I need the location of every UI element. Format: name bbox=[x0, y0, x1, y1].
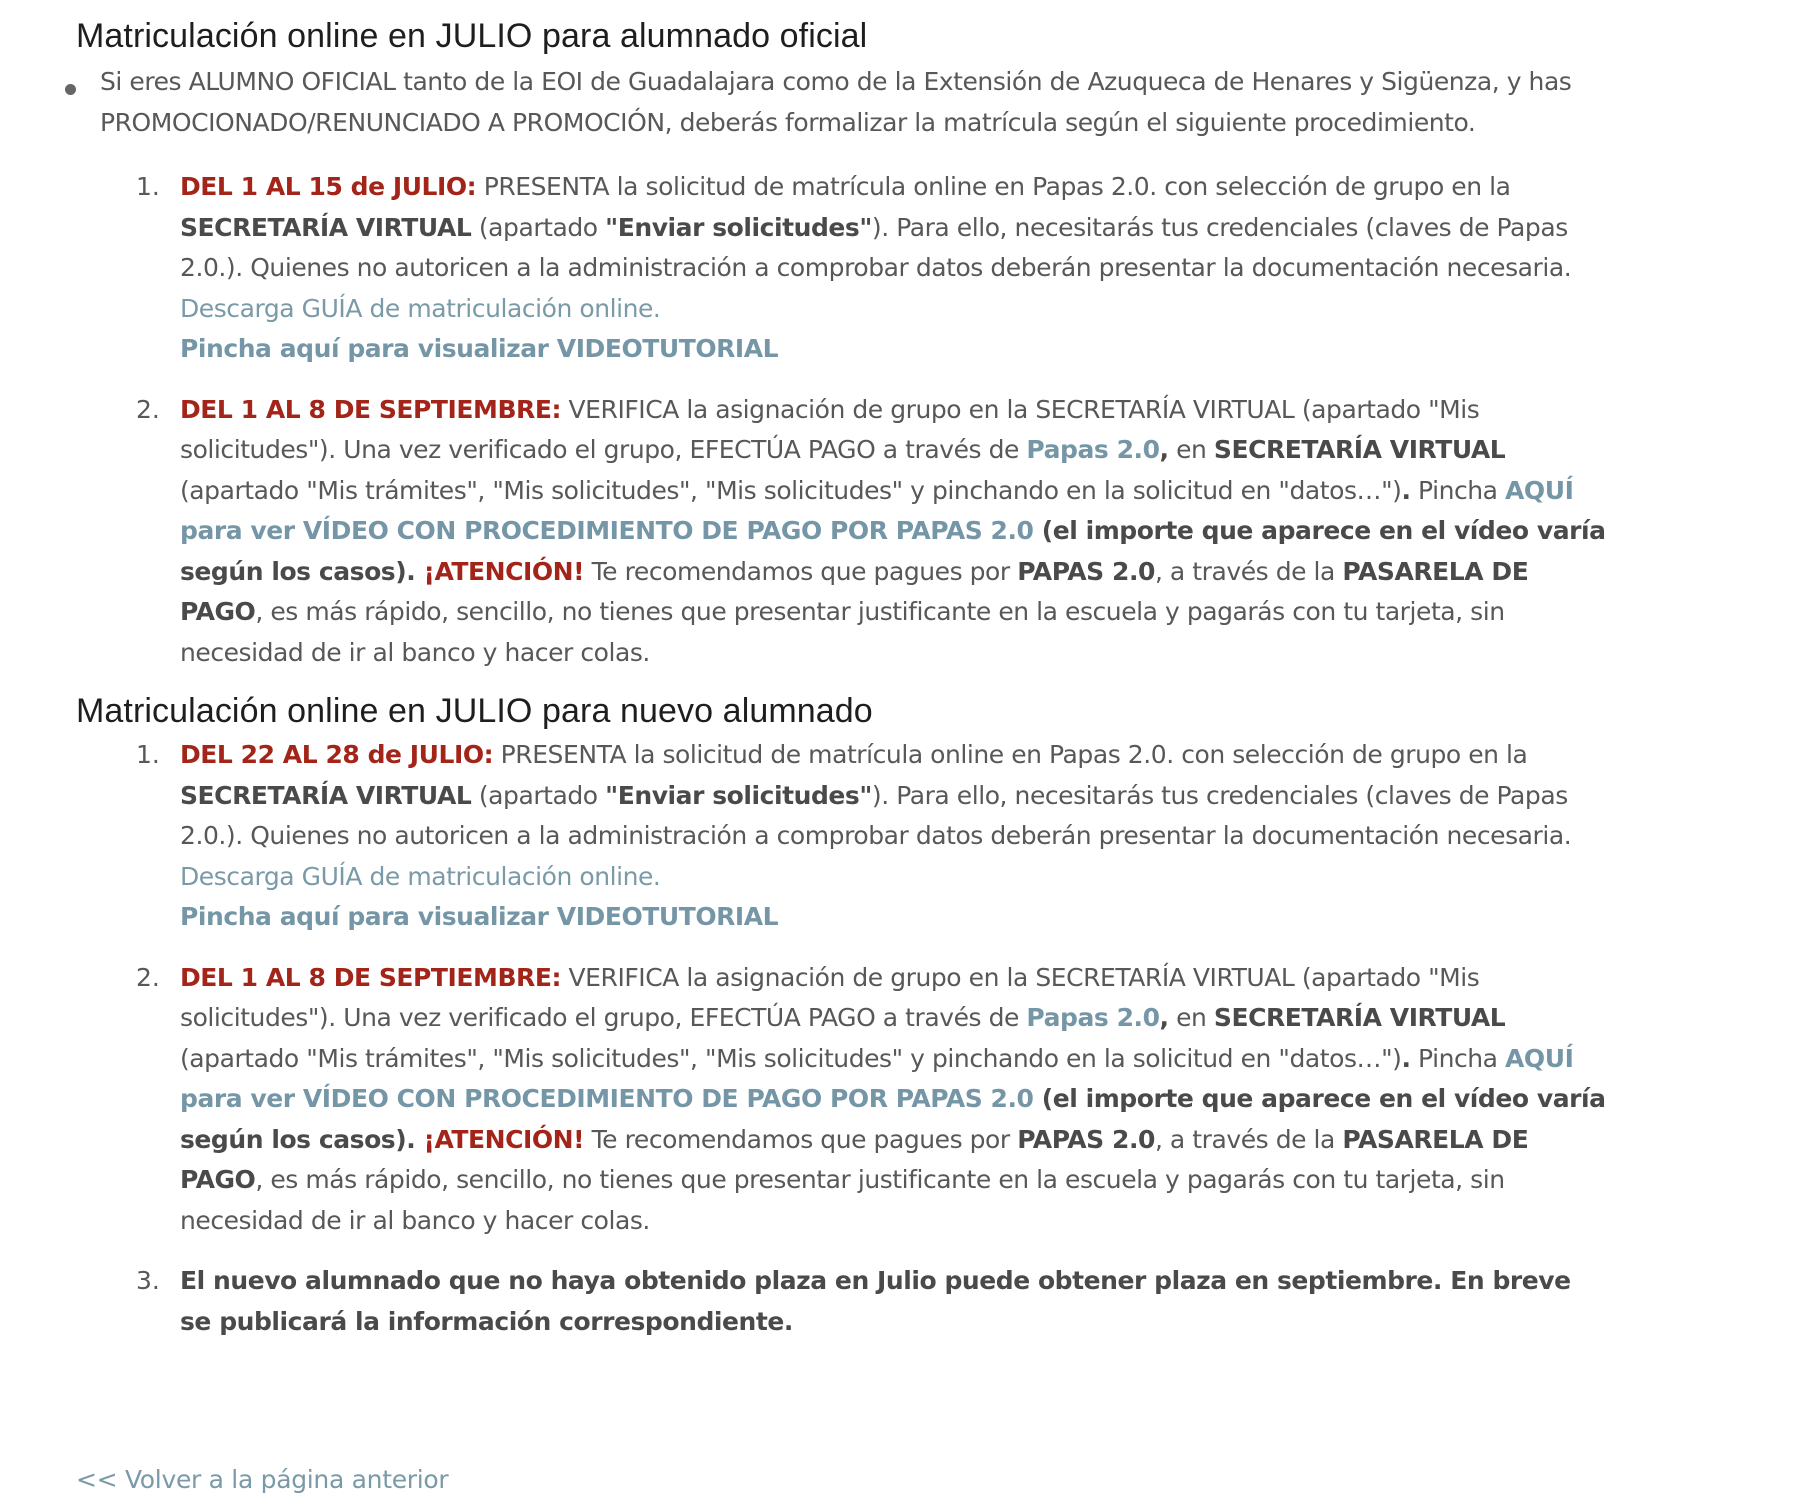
step-text-part: , es más rápido, sencillo, no tienes que presentar justificante en la escuela y pagarás con tu tarjeta, sin necesidad de ir al banco y hacer colas. bbox=[180, 597, 1505, 667]
date-label: DEL 22 AL 28 de JULIO: bbox=[180, 740, 494, 769]
list-number: 2. bbox=[136, 962, 160, 992]
list-item bbox=[136, 735, 1606, 938]
step-text-part: ). Para ello, necesitarás tus credenciales (claves de Papas 2.0.). Quienes no autoricen a la administración a comprobar datos deberán presentar la documentación necesaria. bbox=[180, 212, 1572, 282]
step-text-part: Pincha bbox=[1410, 475, 1506, 505]
bold-text: "Enviar solicitudes" bbox=[605, 780, 872, 810]
step-text-part: , a través de la bbox=[1154, 1124, 1343, 1154]
bold-text: . bbox=[1401, 1043, 1411, 1073]
bold-text: . bbox=[1401, 475, 1411, 505]
step-text-part: Pincha bbox=[1410, 1043, 1506, 1073]
bold-text: "Enviar solicitudes" bbox=[605, 212, 872, 242]
list-item bbox=[136, 390, 1606, 674]
papas-link[interactable]: Papas 2.0 bbox=[1026, 1003, 1160, 1032]
payment-video-link[interactable]: AQUÍ para ver VÍDEO CON PROCEDIMIENTO DE PAGO POR PAPAS 2.0 bbox=[180, 1043, 1574, 1113]
step-text-part: PRESENTA la solicitud de matrícula online en Papas 2.0. con selección de grupo en la bbox=[476, 172, 1511, 201]
attention-label: ¡ATENCIÓN! bbox=[415, 556, 585, 586]
bold-text: SECRETARÍA VIRTUAL bbox=[180, 780, 472, 810]
section-heading-new: Matriculación online en JULIO para nuevo alumnado bbox=[76, 692, 873, 730]
bullet-dot-icon bbox=[65, 84, 76, 95]
steps-list-new bbox=[76, 735, 1606, 1342]
new-students-notice: El nuevo alumnado que no haya obtenido plaza en Julio puede obtener plaza en septiembre. En breve se publicará la información correspondiente. bbox=[180, 1266, 1571, 1336]
step-text bbox=[180, 167, 1606, 370]
date-label: DEL 1 AL 8 DE SEPTIEMBRE: bbox=[180, 962, 562, 992]
list-item bbox=[136, 1261, 1606, 1342]
main-content bbox=[76, 12, 1606, 1362]
list-number: 2. bbox=[136, 394, 160, 424]
list-item bbox=[136, 167, 1606, 370]
step-text-part: en bbox=[1168, 1003, 1214, 1032]
list-number: 3. bbox=[136, 1266, 160, 1295]
bullet-text: Si eres ALUMNO OFICIAL tanto de la EOI de Guadalajara como de la Extensión de Azuqueca de Henares y Sigüenza, y has PROMOCIONADO/RENUNCIADO A PROMOCIÓN, deberás formalizar la matrícula según el siguiente procedimiento. bbox=[100, 67, 1572, 137]
step-text-part: en bbox=[1168, 435, 1214, 464]
videotutorial-link[interactable]: Pincha aquí para visualizar VIDEOTUTORIAL bbox=[180, 902, 779, 931]
bold-text: SECRETARÍA VIRTUAL bbox=[1213, 1003, 1506, 1032]
list-number: 1. bbox=[136, 172, 160, 201]
bold-text: SECRETARÍA VIRTUAL bbox=[1213, 435, 1506, 464]
guide-download-link[interactable]: Descarga GUÍA de matriculación online. bbox=[180, 293, 661, 323]
videotutorial-link[interactable]: Pincha aquí para visualizar VIDEOTUTORIAL bbox=[180, 334, 779, 363]
step-text-part: ). Para ello, necesitarás tus credenciales (claves de Papas 2.0.). Quienes no autoricen a la administración a comprobar datos deberán presentar la documentación necesaria. bbox=[180, 780, 1572, 850]
bold-text: SECRETARÍA VIRTUAL bbox=[180, 212, 472, 242]
step-text-part: VERIFICA la asignación de grupo en la SECRETARÍA VIRTUAL (apartado "Mis solicitudes"). Una vez verificado el grupo, EFECTÚA PAGO a través de bbox=[180, 962, 1480, 1032]
list-number: 1. bbox=[136, 740, 160, 769]
step-text-part: Te recomendamos que pagues por bbox=[584, 1124, 1018, 1154]
bold-text: PASARELA DE PAGO bbox=[180, 556, 1529, 626]
section-heading-official: Matriculación online en JULIO para alumnado oficial bbox=[76, 17, 868, 55]
step-text-part: , es más rápido, sencillo, no tienes que presentar justificante en la escuela y pagarás con tu tarjeta, sin necesidad de ir al banco y hacer colas. bbox=[180, 1165, 1505, 1235]
guide-download-link[interactable]: Descarga GUÍA de matriculación online. bbox=[180, 861, 661, 891]
date-label: DEL 1 AL 8 DE SEPTIEMBRE: bbox=[180, 394, 562, 424]
bold-text: (el importe que aparece en el vídeo varía según los casos). bbox=[180, 516, 1606, 586]
step-text-part: (apartado "Mis trámites", "Mis solicitudes", "Mis solicitudes" y pinchando en la solicitud en "datos…") bbox=[180, 1043, 1402, 1073]
bold-text: , bbox=[1159, 435, 1169, 464]
step-text-part: Te recomendamos que pagues por bbox=[584, 556, 1018, 586]
step-text-part: (apartado bbox=[471, 780, 606, 810]
bold-text: , bbox=[1159, 1003, 1169, 1032]
papas-link[interactable]: Papas 2.0 bbox=[1026, 435, 1160, 464]
step-text-part: VERIFICA la asignación de grupo en la SECRETARÍA VIRTUAL (apartado "Mis solicitudes"). Una vez verificado el grupo, EFECTÚA PAGO a través de bbox=[180, 394, 1480, 464]
step-text bbox=[180, 735, 1606, 938]
step-text-part: (apartado bbox=[471, 212, 606, 242]
step-text bbox=[180, 390, 1606, 674]
bold-text: PAPAS 2.0 bbox=[1017, 1124, 1155, 1154]
steps-list-official bbox=[76, 167, 1606, 673]
bold-text: PASARELA DE PAGO bbox=[180, 1124, 1529, 1194]
bold-text: (el importe que aparece en el vídeo varía según los casos). bbox=[180, 1084, 1606, 1154]
step-text bbox=[180, 958, 1606, 1242]
attention-label: ¡ATENCIÓN! bbox=[415, 1124, 585, 1154]
step-text-part: , a través de la bbox=[1154, 556, 1343, 586]
date-label: DEL 1 AL 15 de JULIO: bbox=[180, 172, 477, 201]
step-text-part: (apartado "Mis trámites", "Mis solicitudes", "Mis solicitudes" y pinchando en la solicitud en "datos…") bbox=[180, 475, 1402, 505]
payment-video-link[interactable]: AQUÍ para ver VÍDEO CON PROCEDIMIENTO DE PAGO POR PAPAS 2.0 bbox=[180, 475, 1574, 545]
list-item bbox=[136, 958, 1606, 1242]
bullet-item bbox=[76, 16, 1606, 143]
bold-text: PAPAS 2.0 bbox=[1017, 556, 1155, 586]
back-link[interactable]: << Volver a la página anterior bbox=[76, 1465, 449, 1494]
step-text-part: PRESENTA la solicitud de matrícula online en Papas 2.0. con selección de grupo en la bbox=[493, 740, 1528, 769]
